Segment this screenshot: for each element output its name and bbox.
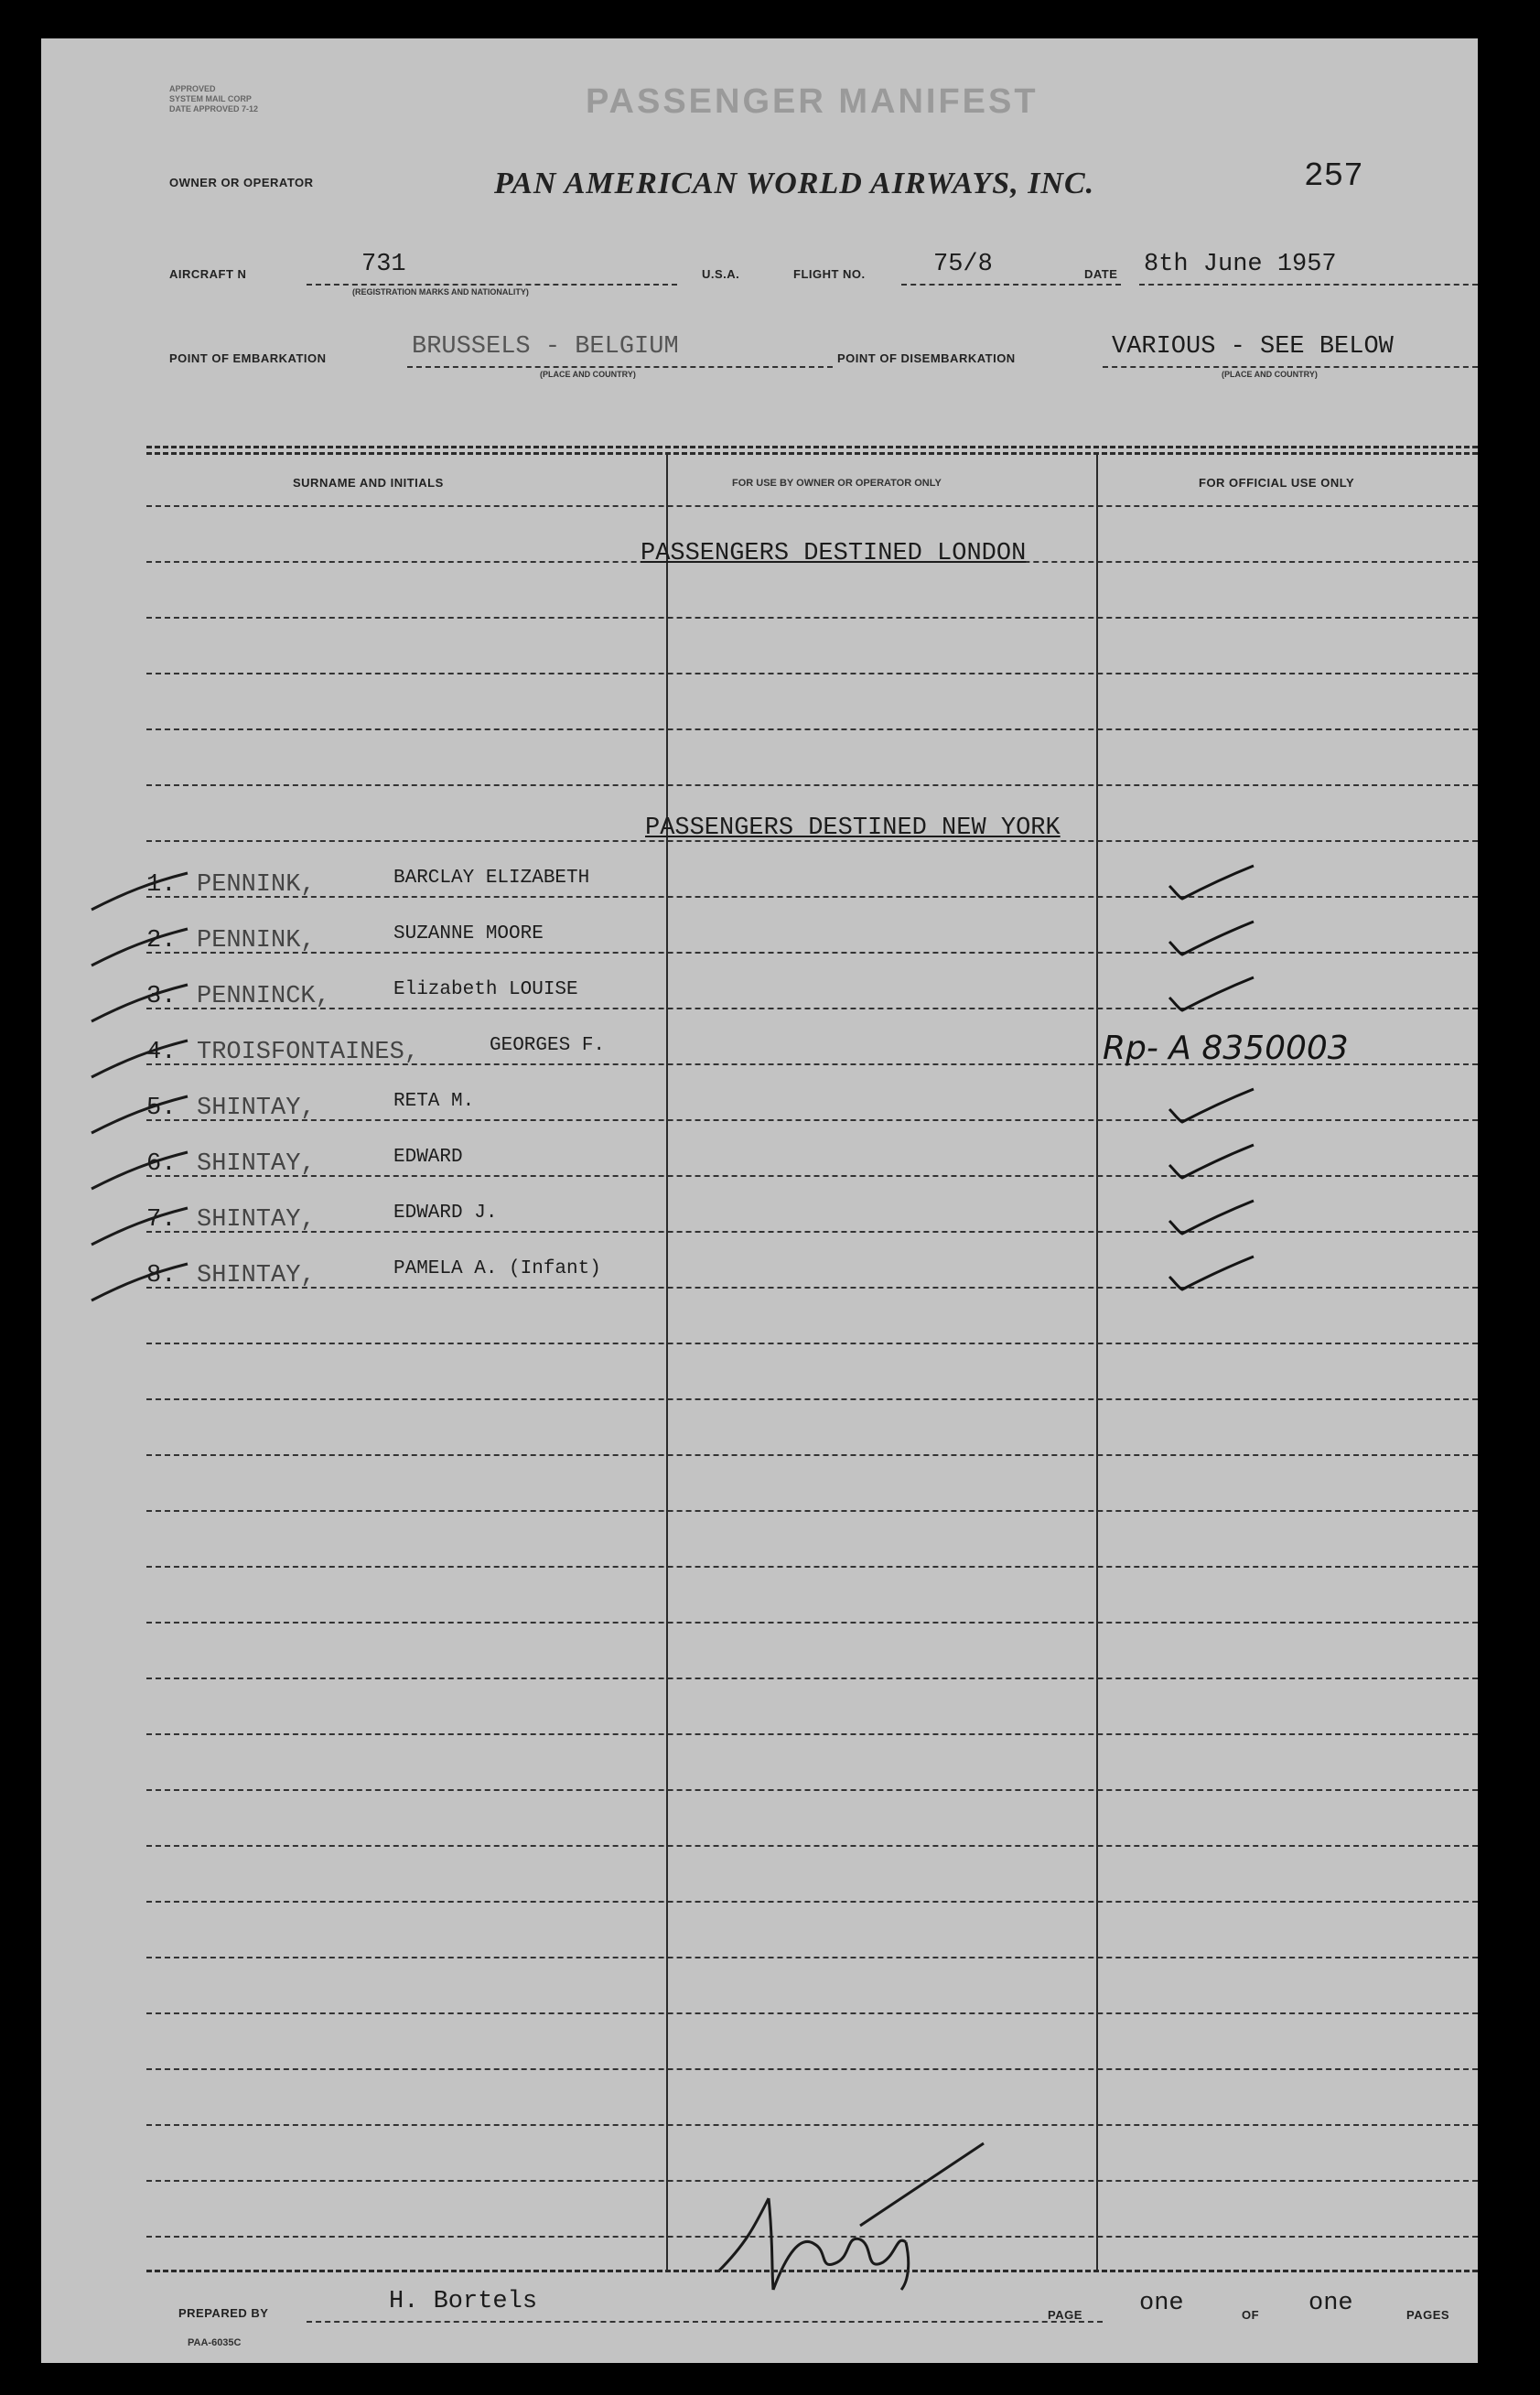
passenger-number: 1. bbox=[146, 871, 177, 899]
passenger-surname: SHINTAY, bbox=[197, 1262, 316, 1289]
passenger-surname: PENNINCK, bbox=[197, 983, 330, 1010]
table-row-rule bbox=[146, 1901, 1478, 1903]
passenger-given-names: BARCLAY ELIZABETH bbox=[393, 868, 590, 889]
passenger-surname: PENNINK, bbox=[197, 927, 316, 955]
passenger-number: 4. bbox=[146, 1039, 177, 1066]
table-row-rule bbox=[146, 617, 1478, 619]
official-check-icon bbox=[1162, 1195, 1263, 1241]
table-row-rule bbox=[146, 1845, 1478, 1847]
date-label: DATE bbox=[1084, 267, 1118, 281]
margin-tick-mark bbox=[87, 1033, 197, 1088]
passenger-given-names: SUZANNE MOORE bbox=[393, 923, 544, 944]
disembarkation-sublabel: (PLACE AND COUNTRY) bbox=[1222, 370, 1318, 379]
flight-underline bbox=[901, 284, 1121, 286]
prepared-value: H. Bortels bbox=[389, 2288, 538, 2315]
official-check-icon bbox=[1162, 860, 1263, 906]
table-row-rule bbox=[146, 1566, 1478, 1568]
table-top-rule-2 bbox=[146, 452, 1478, 455]
passenger-given-names: EDWARD bbox=[393, 1147, 463, 1168]
official-check-icon bbox=[1162, 1251, 1263, 1297]
embarkation-sublabel: (PLACE AND COUNTRY) bbox=[540, 370, 636, 379]
table-row-rule bbox=[146, 1733, 1478, 1735]
disembarkation-value: VARIOUS - SEE BELOW bbox=[1112, 333, 1394, 361]
passenger-number: 5. bbox=[146, 1095, 177, 1122]
passenger-surname: PENNINK, bbox=[197, 871, 316, 899]
section-heading-new-york: PASSENGERS DESTINED NEW YORK bbox=[645, 815, 1061, 842]
prepared-underline bbox=[307, 2321, 1103, 2323]
table-row-rule bbox=[146, 2068, 1478, 2070]
table-row-rule bbox=[146, 2012, 1478, 2014]
passenger-number: 6. bbox=[146, 1150, 177, 1178]
table-row-rule bbox=[146, 728, 1478, 730]
section-heading-london: PASSENGERS DESTINED LONDON bbox=[641, 540, 1027, 567]
table-row-rule bbox=[146, 784, 1478, 786]
page-value: one bbox=[1139, 2290, 1184, 2317]
passenger-row bbox=[41, 1091, 1478, 1140]
aircraft-underline bbox=[307, 284, 677, 286]
passenger-row bbox=[41, 1030, 1478, 1084]
table-row-rule bbox=[146, 1957, 1478, 1958]
aircraft-sublabel: (REGISTRATION MARKS AND NATIONALITY) bbox=[352, 287, 529, 297]
column-divider-1 bbox=[666, 455, 668, 2271]
stamp-line: SYSTEM MAIL CORP bbox=[169, 94, 252, 103]
flight-value: 75/8 bbox=[933, 251, 993, 278]
of-value: one bbox=[1308, 2290, 1353, 2317]
column-header-surname: SURNAME AND INITIALS bbox=[293, 476, 444, 490]
passenger-surname: SHINTAY, bbox=[197, 1150, 316, 1178]
column-divider-2 bbox=[1096, 455, 1098, 2271]
usa-label: U.S.A. bbox=[702, 267, 740, 281]
table-row-rule bbox=[146, 2124, 1478, 2126]
passenger-given-names: RETA M. bbox=[393, 1091, 475, 1112]
aircraft-value: 731 bbox=[361, 251, 406, 278]
passenger-surname: TROISFONTAINES, bbox=[197, 1039, 420, 1066]
margin-tick-mark bbox=[87, 922, 197, 976]
form-code: PAA-6035C bbox=[188, 2337, 242, 2348]
table-row-rule bbox=[146, 1789, 1478, 1791]
passenger-surname: SHINTAY, bbox=[197, 1206, 316, 1234]
passenger-given-names: GEORGES F. bbox=[490, 1035, 606, 1056]
table-row-rule bbox=[146, 1622, 1478, 1624]
pages-label: PAGES bbox=[1406, 2308, 1450, 2322]
official-check-icon bbox=[1162, 1139, 1263, 1185]
date-underline bbox=[1139, 284, 1478, 286]
passenger-number: 8. bbox=[146, 1262, 177, 1289]
flight-label: FLIGHT NO. bbox=[793, 267, 866, 281]
approval-stamp bbox=[169, 84, 258, 114]
passenger-row bbox=[41, 868, 1478, 917]
date-value: 8th June 1957 bbox=[1144, 251, 1337, 278]
disembarkation-underline bbox=[1103, 366, 1478, 368]
table-row-rule bbox=[146, 1678, 1478, 1679]
passenger-row bbox=[41, 923, 1478, 973]
table-row-rule bbox=[146, 673, 1478, 674]
signature-mark bbox=[682, 2143, 975, 2308]
passenger-row bbox=[41, 1258, 1478, 1308]
passenger-given-names: EDWARD J. bbox=[393, 1203, 498, 1224]
table-row-rule bbox=[146, 1398, 1478, 1400]
passenger-row bbox=[41, 979, 1478, 1029]
embarkation-value: BRUSSELS - BELGIUM bbox=[412, 333, 679, 361]
passenger-given-names: PAMELA A. (Infant) bbox=[393, 1258, 601, 1279]
prepared-label: PREPARED BY bbox=[178, 2306, 269, 2320]
document-title: PASSENGER MANIFEST bbox=[586, 82, 1039, 121]
passenger-surname: SHINTAY, bbox=[197, 1095, 316, 1122]
table-row-rule bbox=[146, 1343, 1478, 1344]
embarkation-label: POINT OF EMBARKATION bbox=[169, 351, 327, 365]
column-header-official-use: FOR OFFICIAL USE ONLY bbox=[1199, 476, 1355, 490]
passenger-number: 3. bbox=[146, 983, 177, 1010]
margin-tick-mark bbox=[87, 866, 197, 921]
owner-label: OWNER OR OPERATOR bbox=[169, 176, 314, 189]
passenger-given-names: Elizabeth LOUISE bbox=[393, 979, 578, 1000]
margin-tick-mark bbox=[87, 1145, 197, 1200]
owner-value: PAN AMERICAN WORLD AIRWAYS, INC. bbox=[494, 167, 1095, 200]
margin-tick-mark bbox=[87, 1201, 197, 1256]
table-row-rule bbox=[146, 1510, 1478, 1512]
passenger-row bbox=[41, 1203, 1478, 1252]
official-check-icon bbox=[1162, 972, 1263, 1018]
table-top-rule bbox=[146, 446, 1478, 448]
column-header-owner-use: FOR USE BY OWNER OR OPERATOR ONLY bbox=[732, 478, 942, 489]
stamp-line: DATE APPROVED 7-12 bbox=[169, 104, 259, 113]
margin-tick-mark bbox=[87, 977, 197, 1032]
official-check-icon bbox=[1162, 916, 1263, 962]
disembarkation-label: POINT OF DISEMBARKATION bbox=[837, 351, 1016, 365]
passenger-number: 7. bbox=[146, 1206, 177, 1234]
margin-tick-mark bbox=[87, 1257, 197, 1311]
manifest-sheet bbox=[41, 38, 1478, 2363]
embarkation-underline bbox=[407, 366, 833, 368]
table-row-rule bbox=[146, 505, 1478, 507]
table-row-rule bbox=[146, 1454, 1478, 1456]
page-number: 257 bbox=[1304, 157, 1363, 195]
of-label: OF bbox=[1242, 2308, 1260, 2322]
passenger-number: 2. bbox=[146, 927, 177, 955]
margin-tick-mark bbox=[87, 1089, 197, 1144]
footer-rule bbox=[146, 2270, 1478, 2272]
official-check-icon bbox=[1162, 1084, 1263, 1129]
page-label: PAGE bbox=[1048, 2308, 1082, 2322]
aircraft-label: AIRCRAFT N bbox=[169, 267, 247, 281]
stamp-line: APPROVED bbox=[169, 84, 216, 93]
passenger-row bbox=[41, 1147, 1478, 1196]
official-annotation: Rp- A 8350003 bbox=[1103, 1030, 1349, 1067]
